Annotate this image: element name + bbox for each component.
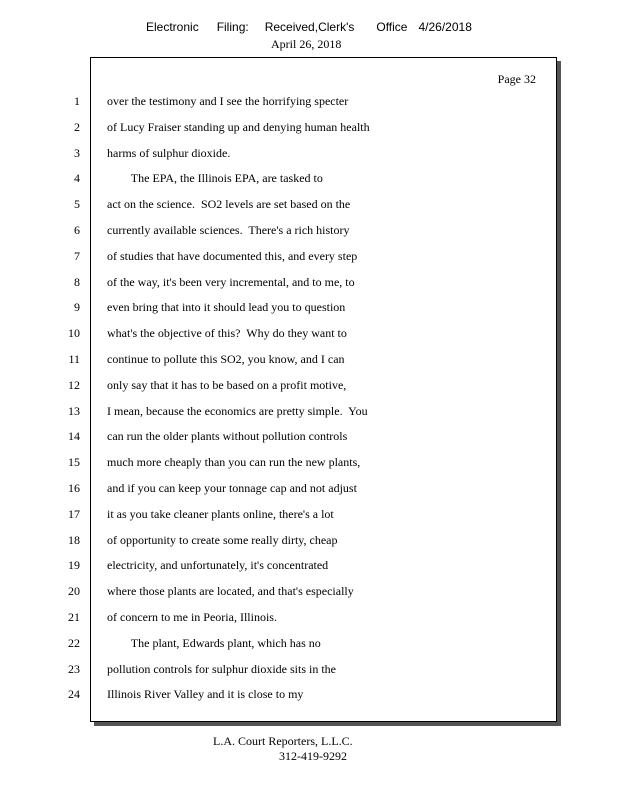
line-number: 15: [68, 455, 80, 469]
filing-word: Electronic: [146, 20, 199, 34]
line-number: 16: [68, 481, 80, 495]
line-number: 4: [74, 171, 80, 185]
line-number: 2: [74, 120, 80, 134]
court-reporter-firm: L.A. Court Reporters, L.L.C.: [213, 734, 353, 748]
transcript-line: I mean, because the economics are pretty simple. You: [107, 404, 368, 418]
line-number: 18: [68, 533, 80, 547]
transcript-line: Illinois River Valley and it is close to my: [107, 687, 304, 701]
line-number: 20: [68, 584, 80, 598]
line-number: 1: [74, 94, 80, 108]
line-number: 9: [74, 300, 80, 314]
transcript-line: act on the science. SO2 levels are set based on the: [107, 197, 351, 211]
transcript-line: and if you can keep your tonnage cap and not adjust: [107, 481, 357, 495]
transcript-line: what's the objective of this? Why do they want to: [107, 326, 347, 340]
line-number: 13: [68, 404, 80, 418]
line-number: 3: [74, 146, 80, 160]
filing-word: Received,Clerk's: [264, 20, 355, 34]
transcript-line: continue to pollute this SO2, you know, and I can: [107, 352, 345, 366]
transcript-line: much more cheaply than you can run the new plants,: [107, 455, 361, 469]
transcript-line: can run the older plants without pollution controls: [107, 429, 348, 443]
line-number: 6: [74, 223, 80, 237]
line-number: 24: [68, 687, 80, 701]
filing-word: 4/26/2018: [418, 20, 472, 34]
line-number: 12: [68, 378, 80, 392]
transcript-line: harms of sulphur dioxide.: [107, 146, 231, 160]
filing-word: Office: [376, 20, 408, 34]
transcript-line: currently available sciences. There's a rich history: [107, 223, 350, 237]
transcript-line: even bring that into it should lead you to question: [107, 300, 346, 314]
transcript-date: April 26, 2018: [271, 37, 342, 51]
transcript-line: where those plants are located, and that's especially: [107, 584, 354, 598]
transcript-line: of opportunity to create some really dirty, cheap: [107, 533, 338, 547]
filing-word: Filing:: [216, 20, 249, 34]
transcript-line: The plant, Edwards plant, which has no: [107, 636, 321, 650]
transcript-line: The EPA, the Illinois EPA, are tasked to: [107, 171, 323, 185]
transcript-line: electricity, and unfortunately, it's concentrated: [107, 558, 329, 572]
filing-stamp: [146, 20, 490, 34]
line-number: 5: [74, 197, 80, 211]
line-number: 23: [68, 662, 80, 676]
line-number: 14: [68, 429, 80, 443]
line-number: 17: [68, 507, 80, 521]
line-number: 11: [68, 352, 80, 366]
page-number: Page 32: [497, 72, 536, 86]
line-number: 7: [74, 249, 80, 263]
line-number: 21: [68, 610, 80, 624]
court-reporter-phone: 312-419-9292: [279, 749, 347, 763]
transcript-line: of the way, it's been very incremental, and to me, to: [107, 275, 355, 289]
transcript-line: over the testimony and I see the horrifying specter: [107, 94, 349, 108]
transcript-line: of concern to me in Peoria, Illinois.: [107, 610, 277, 624]
line-number: 8: [74, 275, 80, 289]
line-number: 10: [68, 326, 80, 340]
line-number: 19: [68, 558, 80, 572]
transcript-line: only say that it has to be based on a profit motive,: [107, 378, 347, 392]
transcript-line: of Lucy Fraiser standing up and denying human health: [107, 120, 370, 134]
transcript-line: of studies that have documented this, and every step: [107, 249, 358, 263]
transcript-line: it as you take cleaner plants online, there's a lot: [107, 507, 334, 521]
transcript-line: pollution controls for sulphur dioxide sits in the: [107, 662, 336, 676]
line-number: 22: [68, 636, 80, 650]
